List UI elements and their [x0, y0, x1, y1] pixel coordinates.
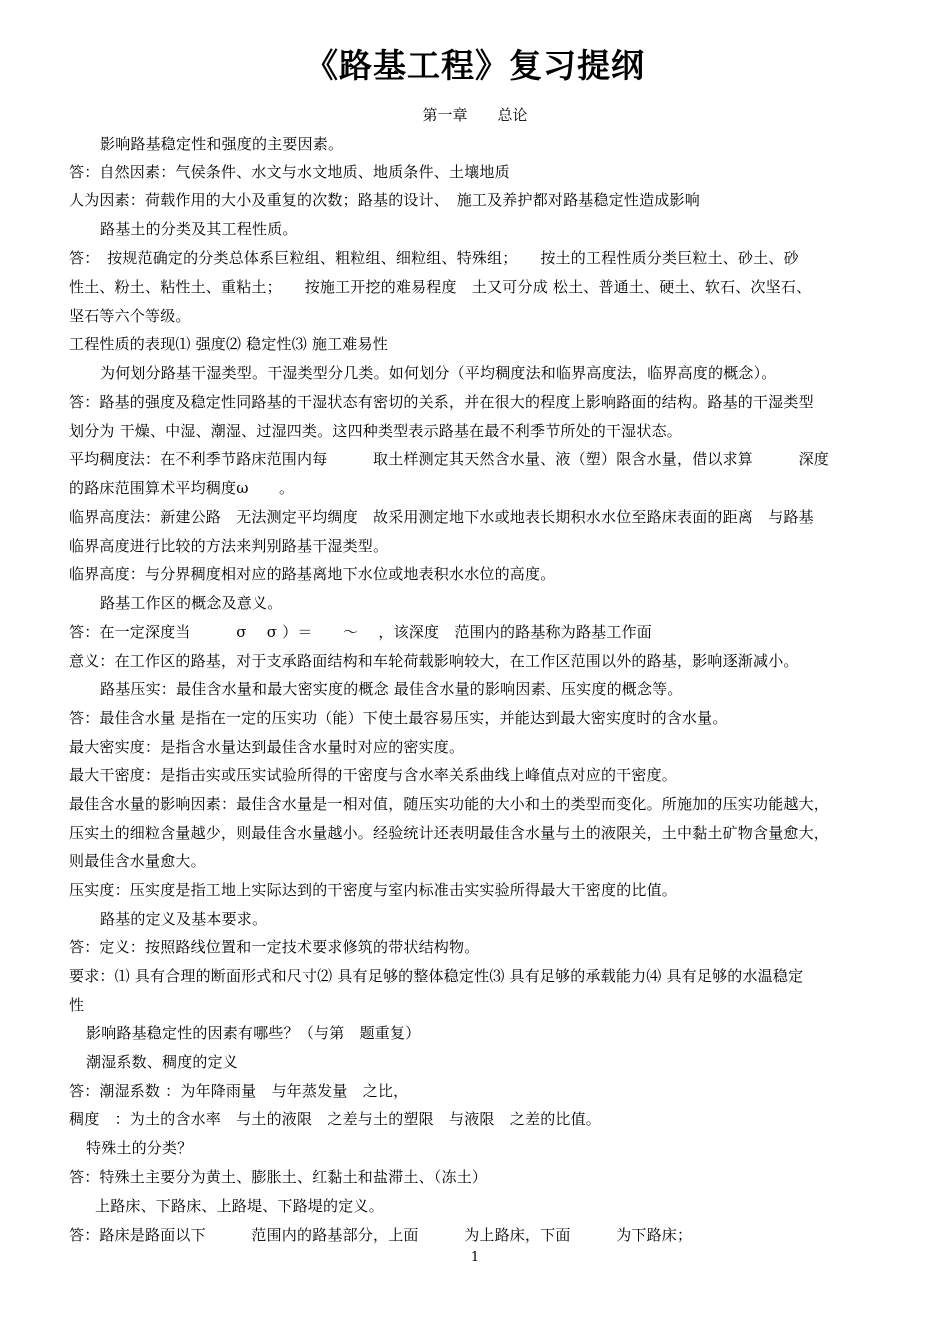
text-line: 意义：在工作区的路基，对于支承路面结构和车轮荷载影响较大，在工作区范围以外的路基，影响逐渐减小。 [69, 652, 799, 670]
text-line: 影响路基稳定性的因素有哪些？（与第 题重复） [86, 1024, 421, 1042]
text-line: 答：路基的强度及稳定性同路基的干湿状态有密切的关系，并在很大的程度上影响路面的结构。路基的干湿类型 [69, 393, 814, 411]
text-line: 路基压实：最佳含水量和最大密实度的概念 最佳含水量的影响因素、压实度的概念等。 [100, 680, 683, 698]
text-line: 答：自然因素：气侯条件、水文与水文地质、地质条件、土壤地质 [69, 163, 510, 181]
page-number: 1 [470, 1250, 480, 1265]
text-line: 答： 按规范确定的分类总体系巨粒组、粗粒组、细粒组、特殊组； 按土的工程性质分类巨粒土、砂土、砂 [69, 249, 799, 267]
text-line: 性 [69, 996, 85, 1014]
text-line: 答：特殊土主要分为黄土、膨胀土、红黏土和盐滞土、（冻土） [69, 1168, 488, 1186]
text-line: 路基土的分类及其工程性质。 [100, 220, 298, 238]
text-line: 坚石等六个等级。 [69, 307, 191, 325]
text-line: 答：潮湿系数 ：为年降雨量 与年蒸发量 之比， [69, 1082, 409, 1100]
text-line: 特殊土的分类？ [86, 1139, 193, 1157]
text-line: 临界高度：与分界稠度相对应的路基离地下水位或地表积水水位的高度。 [69, 565, 556, 583]
text-line: 答：在一定深度当 σ σ ）＝ ～ ，该深度 范围内的路基称为路基工作面 [69, 623, 652, 641]
text-line: 人为因素：荷载作用的大小及重复的次数；路基的设计、 施工及养护都对路基稳定性造成影响 [69, 191, 700, 209]
text-line: 性土、粉土、粘性土、重粘土； 按施工开挖的难易程度 土又可分成 松土、普通土、硬土、软石、次坚石、 [69, 278, 812, 296]
text-line: 潮湿系数、稠度的定义 [86, 1053, 239, 1071]
text-line: 最大干密度：是指击实或压实试验所得的干密度与含水率关系曲线上峰值点对应的干密度。 [69, 766, 678, 784]
text-line: 上路床、下路床、上路堤、下路堤的定义。 [95, 1197, 384, 1215]
text-line: 要求：⑴ 具有合理的断面形式和尺寸⑵ 具有足够的整体稳定性⑶ 具有足够的承载能力⑷ 具有足够的水温稳定 [69, 967, 804, 985]
text-line: 平均稠度法：在不利季节路床范围内每 取土样测定其天然含水量、液（塑）限含水量，借以求算 深度 [69, 450, 830, 468]
text-line: 稠度 ：为土的含水率 与土的液限 之差与土的塑限 与液限 之差的比值。 [69, 1110, 602, 1128]
text-line: 答：路床是路面以下 范围内的路基部分，上面 为上路床，下面 为下路床； [69, 1226, 693, 1244]
text-line: 路基工作区的概念及意义。 [100, 594, 283, 612]
text-line: 答：定义：按照路线位置和一定技术要求修筑的带状结构物。 [69, 938, 480, 956]
document-title: 《路基工程》复习提纲 [305, 46, 645, 85]
text-line: 答：最佳含水量 是指在一定的压实功（能）下使土最容易压实，并能达到最大密实度时的含水量。 [69, 709, 728, 727]
text-line: 为何划分路基干湿类型。干湿类型分几类。如何划分（平均稠度法和临界高度法，临界高度的概念）。 [100, 364, 777, 382]
text-line: 最大密实度：是指含水量达到最佳含水量时对应的密实度。 [69, 738, 465, 756]
text-line: 工程性质的表现⑴ 强度⑵ 稳定性⑶ 施工难易性 [69, 335, 388, 353]
text-line: 则最佳含水量愈大。 [69, 852, 206, 870]
text-line: 影响路基稳定性和强度的主要因素。 [100, 135, 344, 153]
text-line: 临界高度法：新建公路 无法测定平均绸度 故采用测定地下水或地表长期积水水位至路床表面的距离 与路基 [69, 508, 814, 526]
text-line: 压实土的细粒含量越少，则最佳含水量越小。经验统计还表明最佳含水量与土的液限关，土中黏土矿物含量愈大， [69, 824, 830, 842]
text-line: 压实度：压实度是指工地上实际达到的干密度与室内标准击实实验所得最大干密度的比值。 [69, 881, 678, 899]
text-line: 划分为 干燥、中湿、潮湿、过湿四类。这四种类型表示路基在最不利季节所处的干湿状态。 [69, 422, 682, 440]
chapter-heading: 第一章 总论 [422, 106, 528, 124]
text-line: 临界高度进行比较的方法来判别路基干湿类型。 [69, 537, 389, 555]
text-line: 最佳含水量的影响因素：最佳含水量是一相对值，随压实功能的大小和土的类型而变化。所施加的压实功能越大， [69, 795, 830, 813]
text-line: 路基的定义及基本要求。 [100, 910, 268, 928]
text-line: 的路床范围算术平均稠度ω 。 [69, 479, 295, 497]
